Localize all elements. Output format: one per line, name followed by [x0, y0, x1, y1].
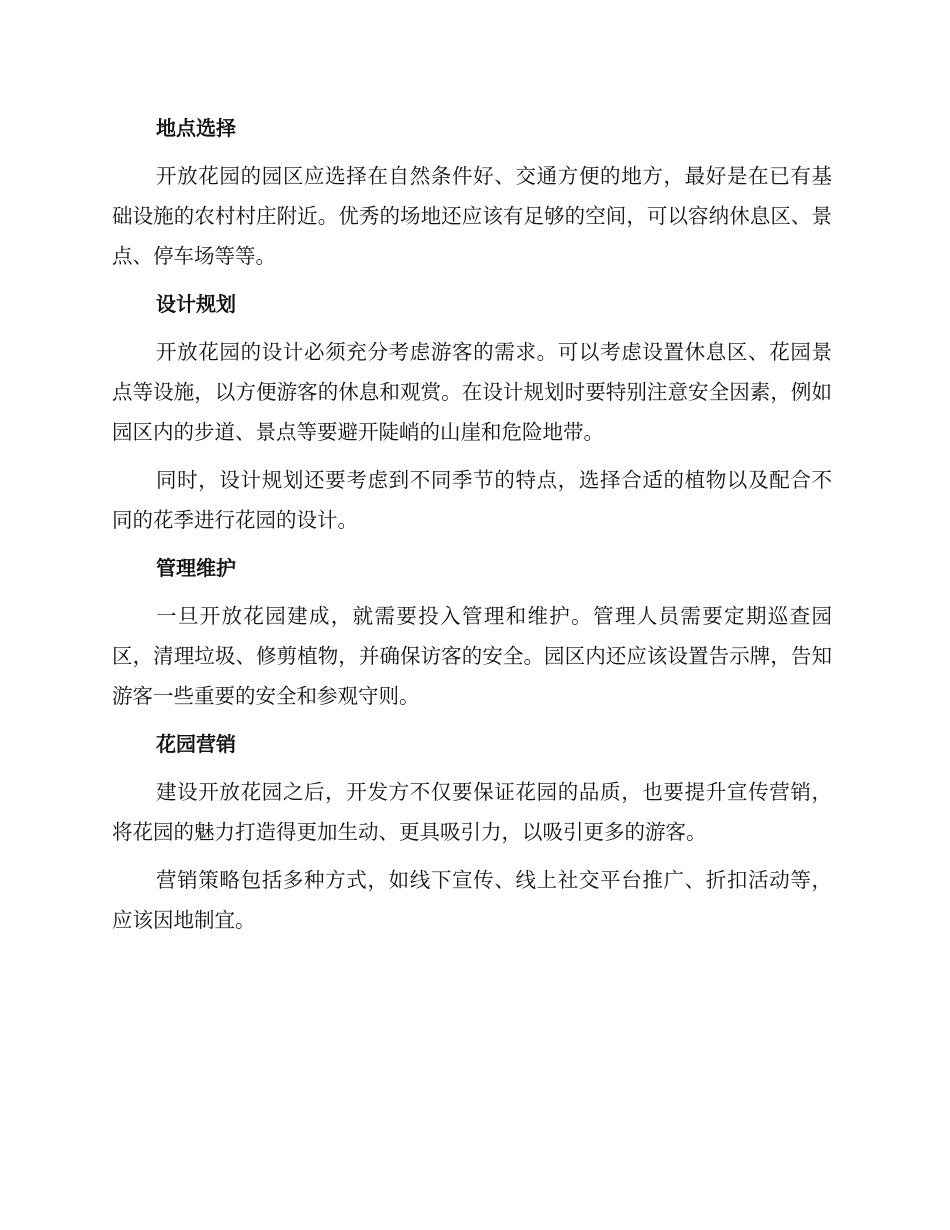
section-heading-management: 管理维护 [156, 556, 236, 580]
paragraph-management: 一旦开放花园建成，就需要投入管理和维护。管理人员需要定期巡查园区，清理垃圾、修剪植物，并确保访客的安全。园区内还应该设置告示牌，告知游客一些重要的安全和参观守则。 [112, 604, 832, 708]
document-page [112, 108, 832, 948]
paragraph-design-planning-2: 同时，设计规划还要考虑到不同季节的特点，选择合适的植物以及配合不同的花季进行花园的设计。 [112, 468, 832, 532]
paragraph-site-selection: 开放花园的园区应选择在自然条件好、交通方便的地方，最好是在已有基础设施的农村村庄附近。优秀的场地还应该有足够的空间，可以容纳休息区、景点、停车场等等。 [112, 164, 832, 268]
section-heading-design-planning: 设计规划 [156, 292, 236, 316]
paragraph-design-planning-1: 开放花园的设计必须充分考虑游客的需求。可以考虑设置休息区、花园景点等设施，以方便游客的休息和观赏。在设计规划时要特别注意安全因素，例如园区内的步道、景点等要避开陡峭的山崖和危险地带。 [112, 340, 832, 444]
paragraph-marketing-1: 建设开放花园之后，开发方不仅要保证花园的品质，也要提升宣传营销，将花园的魅力打造得更加生动、更具吸引力，以吸引更多的游客。 [112, 780, 832, 844]
section-heading-marketing: 花园营销 [156, 732, 236, 756]
paragraph-marketing-2: 营销策略包括多种方式，如线下宣传、线上社交平台推广、折扣活动等，应该因地制宜。 [112, 868, 832, 932]
section-heading-site-selection: 地点选择 [156, 116, 236, 140]
